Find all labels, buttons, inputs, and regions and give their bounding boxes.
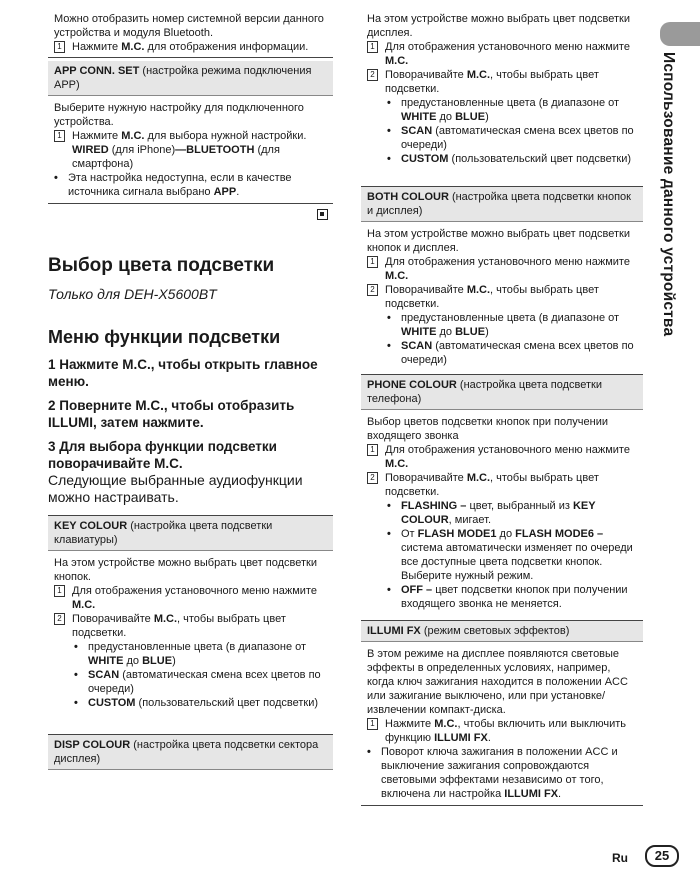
section-header: DISP COLOUR (настройка цвета подсветки сектора дисплея) — [48, 734, 333, 770]
phone-colour-section: PHONE COLOUR (настройка цвета подсветки телефона) Выбор цветов подсветки кнопок при получении входящего звонка 1 Для отображения установочного меню нажмите M.C. 2 Поворачивайте M.C., чтобы выбрать цвет подсветки. • FLASHING – цвет, выбранный из KEY COLOUR, мигает. • От FLASH MODE1 до FLASH MODE6 – система автоматически изменяет по очереди все доступные цвета подсветки кнопок. Выберите нужный режим. • OFF – цвет подсветки кнопок при получении входящего звонка не меняется. — [361, 374, 643, 611]
flashing-option: • FLASHING – цвет, выбранный из KEY COLOUR, мигает. — [387, 500, 596, 526]
note-bullet: • Эта настройка недоступна, если в качестве источника сигнала выбрано APP. — [54, 172, 292, 198]
app-conn-section — [48, 61, 333, 204]
section-body: Выберите нужную настройку для подключенного устройства. 1 Нажмите M.C. для выбора нужной настройки. WIRED (для iPhone)—BLUETOOTH (для смартфона) • Эта настройка недоступна, если в качестве источника сигнала выбрано APP. — [48, 96, 333, 199]
system-version-text: Можно отобразить номер системной версии данного устройства и модуля Bluetooth. — [54, 13, 324, 39]
menu-heading: Меню функции подсветки — [48, 327, 281, 347]
disp-colour-section — [48, 734, 333, 770]
step-1: 1 Нажмите M.C. для отображения информации. — [48, 40, 333, 54]
section-header: PHONE COLOUR (настройка цвета подсветки телефона) — [361, 374, 643, 410]
side-section-title: Использование данного устройства — [660, 52, 677, 337]
main-step-3-text: Следующие выбранные аудиофункции можно настраивать. — [48, 472, 303, 505]
scan-option: • SCAN (автоматическая смена всех цветов по очереди) — [387, 125, 634, 151]
section-header: BOTH COLOUR (настройка цвета подсветки кнопок и дисплея) — [361, 186, 643, 222]
language-code: Ru — [612, 851, 628, 865]
model-subtitle: Только для DEH-X5600BT — [48, 286, 217, 302]
step-2: 2 Поворачивайте M.C., чтобы выбрать цвет подсветки. — [367, 471, 637, 499]
page-title: Выбор цвета подсветки — [48, 255, 275, 276]
step-1: 1 Нажмите M.C., чтобы включить или выключить функцию ILLUMI FX. — [367, 717, 637, 745]
scan-option: • SCAN (автоматическая смена всех цветов по очереди) — [387, 340, 634, 366]
section-header: ILLUMI FX (режим световых эффектов) — [361, 620, 643, 642]
step-2: 2 Поворачивайте M.C., чтобы выбрать цвет подсветки. — [54, 612, 327, 640]
custom-option: • CUSTOM (пользовательский цвет подсветки) — [387, 153, 632, 165]
note-bullet: • Поворот ключа зажигания в положении ACC и выключение зажигания сопровождаются световыми эффектами независимо от того, включена ли настройка ILLUMI FX. — [367, 746, 618, 800]
end-mark-icon — [317, 209, 328, 220]
main-step-2: 2 Поверните M.C., чтобы отобразить ILLUMI, затем нажмите. — [48, 398, 295, 430]
scan-option: • SCAN (автоматическая смена всех цветов по очереди) — [74, 669, 321, 695]
step-1: 1 Нажмите M.C. для выбора нужной настройки. WIRED (для iPhone)—BLUETOOTH (для смартфона) — [54, 129, 327, 171]
section-header: APP CONN. SET (настройка режима подключения APP) — [48, 61, 333, 96]
step-1: 1 Для отображения установочного меню нажмите M.C. — [54, 584, 327, 612]
main-step-1: 1 Нажмите M.C., чтобы открыть главное меню. — [48, 357, 318, 389]
section-tab — [660, 22, 700, 46]
step-1: 1 Для отображения установочного меню нажмите M.C. — [367, 255, 637, 283]
preset-option: • предустановленные цвета (в диапазоне от WHITE до BLUE) — [74, 641, 307, 667]
system-version-block — [48, 12, 333, 58]
step-1: 1 Для отображения установочного меню нажмите M.C. — [367, 443, 637, 471]
divider — [48, 57, 333, 58]
section-header: KEY COLOUR (настройка цвета подсветки клавиатуры) — [48, 515, 333, 551]
step-2: 2 Поворачивайте M.C., чтобы выбрать цвет подсветки. — [367, 283, 637, 311]
flash-mode-option: • От FLASH MODE1 до FLASH MODE6 – система автоматически изменяет по очереди все доступные цвета подсветки кнопок. Выберите нужный режим. — [387, 528, 633, 582]
off-option: • OFF – цвет подсветки кнопок при получении входящего звонка не меняется. — [387, 584, 628, 610]
main-step-3: 3 Для выбора функции подсветки поворачивайте M.C. — [48, 439, 277, 471]
divider — [361, 805, 643, 806]
divider — [48, 203, 333, 204]
illumi-fx-section: ILLUMI FX (режим световых эффектов) В этом режиме на дисплее появляются световые эффекты в определенных условиях, например, когда ключ зажигания находится в положении ACC или зажигание выключено, или при установке/извлечении компакт-диска. 1 Нажмите M.C., чтобы включить или выключить функцию ILLUMI FX. • Поворот ключа зажигания в положении ACC и выключение зажигания сопровождаются световыми эффектами независимо от того, включена ли настройка ILLUMI FX. — [361, 620, 643, 806]
step-1: 1 Для отображения установочного меню нажмите M.C. — [367, 40, 637, 68]
preset-option: • предустановленные цвета (в диапазоне от WHITE до BLUE) — [387, 97, 620, 123]
preset-option: • предустановленные цвета (в диапазоне от WHITE до BLUE) — [387, 312, 620, 338]
page-number: 25 — [645, 845, 679, 867]
both-colour-section: BOTH COLOUR (настройка цвета подсветки кнопок и дисплея) На этом устройстве можно выбрать цвет подсветки кнопок и дисплея. 1 Для отображения установочного меню нажмите M.C. 2 Поворачивайте M.C., чтобы выбрать цвет подсветки. • предустановленные цвета (в диапазоне от WHITE до BLUE) • SCAN (автоматическая смена всех цветов по очереди) — [361, 186, 643, 367]
disp-colour-body: На этом устройстве можно выбрать цвет подсветки дисплея. 1 Для отображения установочного меню нажмите M.C. 2 Поворачивайте M.C., чтобы выбрать цвет подсветки. • предустановленные цвета (в диапазоне от WHITE до BLUE) • SCAN (автоматическая смена всех цветов по очереди) • CUSTOM (пользовательский цвет подсветки) — [361, 12, 643, 166]
custom-option: • CUSTOM (пользовательский цвет подсветки) — [74, 697, 319, 709]
step-number: 1 — [54, 41, 65, 53]
section-body: На этом устройстве можно выбрать цвет подсветки кнопок. 1 Для отображения установочного меню нажмите M.C. 2 Поворачивайте M.C., чтобы выбрать цвет подсветки. • предустановленные цвета (в диапазоне от WHITE до BLUE) • SCAN (автоматическая смена всех цветов по очереди) • CUSTOM (пользовательский цвет подсветки) — [48, 551, 333, 710]
key-colour-section — [48, 515, 333, 710]
step-2: 2 Поворачивайте M.C., чтобы выбрать цвет подсветки. — [367, 68, 637, 96]
